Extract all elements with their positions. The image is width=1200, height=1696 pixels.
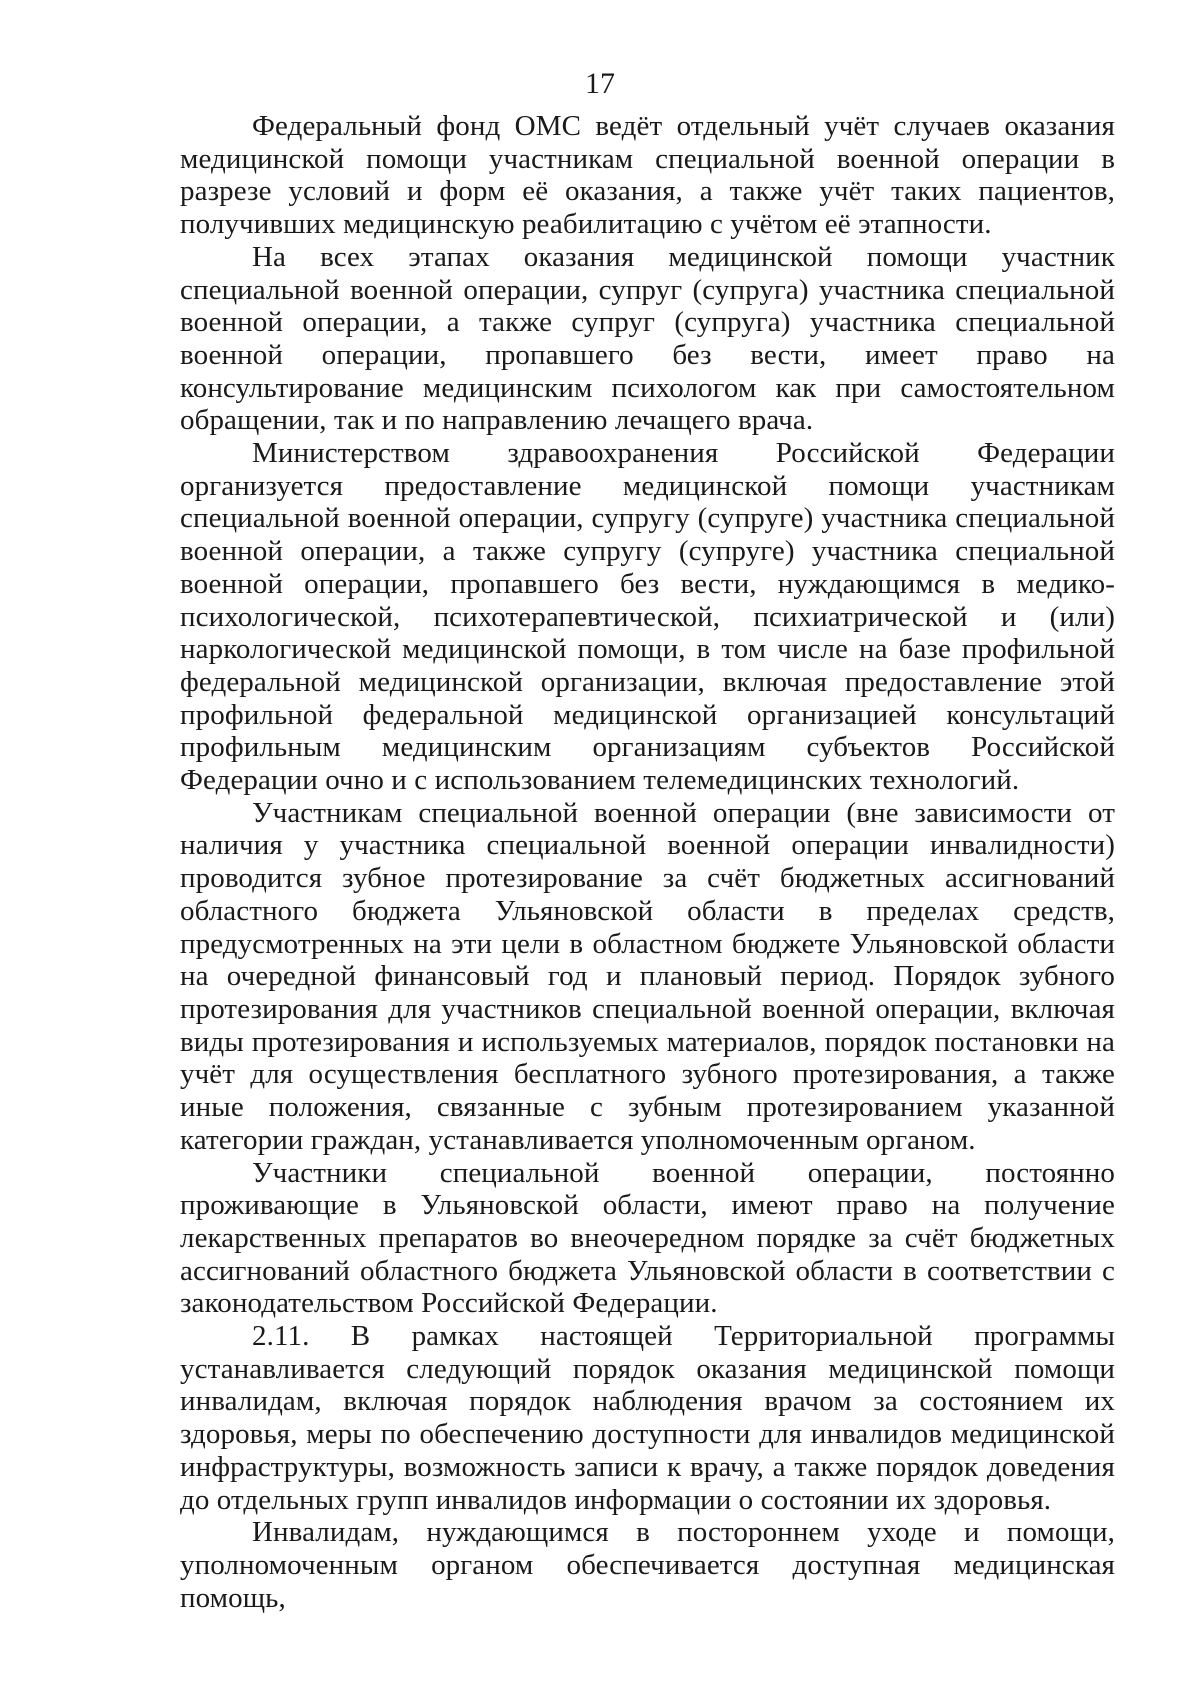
paragraph-dental-prosthetics: Участникам специальной военной операции (вне зависимости от наличия у участника специальной военной операции инвалидности) проводится зубное протезирование за счёт бюджетных ассигнований областного бюджета Ульяновской области в пределах средств, предусмотренных на эти цели в областном бюджете Ульяновской области на очередной финансовый год и плановый период. Порядок зубного протезирования для участников специальной военной операции, включая виды протезирования и используемых материалов, порядок постановки на учёт для осуществления бесплатного зубного протезирования, а также иные положения, связанные с зубным протезированием указанной категории граждан, устанавливается уполномоченным органом. [180,796,1115,1156]
paragraph-disabled-care: Инвалидам, нуждающимся в постороннем уходе и помощи, уполномоченным органом обеспечивается доступная медицинская помощь, [180,1516,1115,1614]
paragraph-psychologist-consultation: На всех этапах оказания медицинской помощи участник специальной военной операции, супруг (супруга) участника специальной военной операции, а также супруг (супруга) участника специальной военной операции, пропавшего без вести, имеет право на консультирование медицинским психологом как при самостоятельном обращении, так и по направлению лечащего врача. [180,240,1115,437]
paragraph-oms-accounting: Федеральный фонд ОМС ведёт отдельный учёт случаев оказания медицинской помощи участникам специальной военной операции в разрезе условий и форм её оказания, а также учёт таких пациентов, получивших медицинскую реабилитацию с учётом её этапности. [180,110,1115,241]
paragraph-ministry-psychological-care: Министерством здравоохранения Российской Федерации организуется предоставление медицинской помощи участникам специальной военной операции, супругу (супруге) участника специальной военной операции, а также супругу (супруге) участника специальной военной операции, пропавшего без вести, нуждающимся в медико-психологической, психотерапевтической, психиатрической и (или) наркологической медицинской помощи, в том числе на базе профильной федеральной медицинской организации, включая предоставление этой профильной федеральной медицинской организацией консультаций профильным медицинским организациям субъектов Российской Федерации очно и с использованием телемедицинских технологий. [180,437,1115,797]
document-body [180,110,1115,1614]
page-number: 17 [585,67,615,100]
paragraph-section-2-11: 2.11. В рамках настоящей Территориальной программы устанавливается следующий порядок оказания медицинской помощи инвалидам, включая порядок наблюдения врачом за состоянием их здоровья, меры по обеспечению доступности для инвалидов медицинской инфраструктуры, возможность записи к врачу, а также порядок доведения до отдельных групп инвалидов информации о состоянии их здоровья. [180,1320,1115,1516]
paragraph-medicines-priority: Участники специальной военной операции, постоянно проживающие в Ульяновской области, имеют право на получение лекарственных препаратов во внеочередном порядке за счёт бюджетных ассигнований областного бюджета Ульяновской области в соответствии с законодательством Российской Федерации. [180,1156,1115,1320]
